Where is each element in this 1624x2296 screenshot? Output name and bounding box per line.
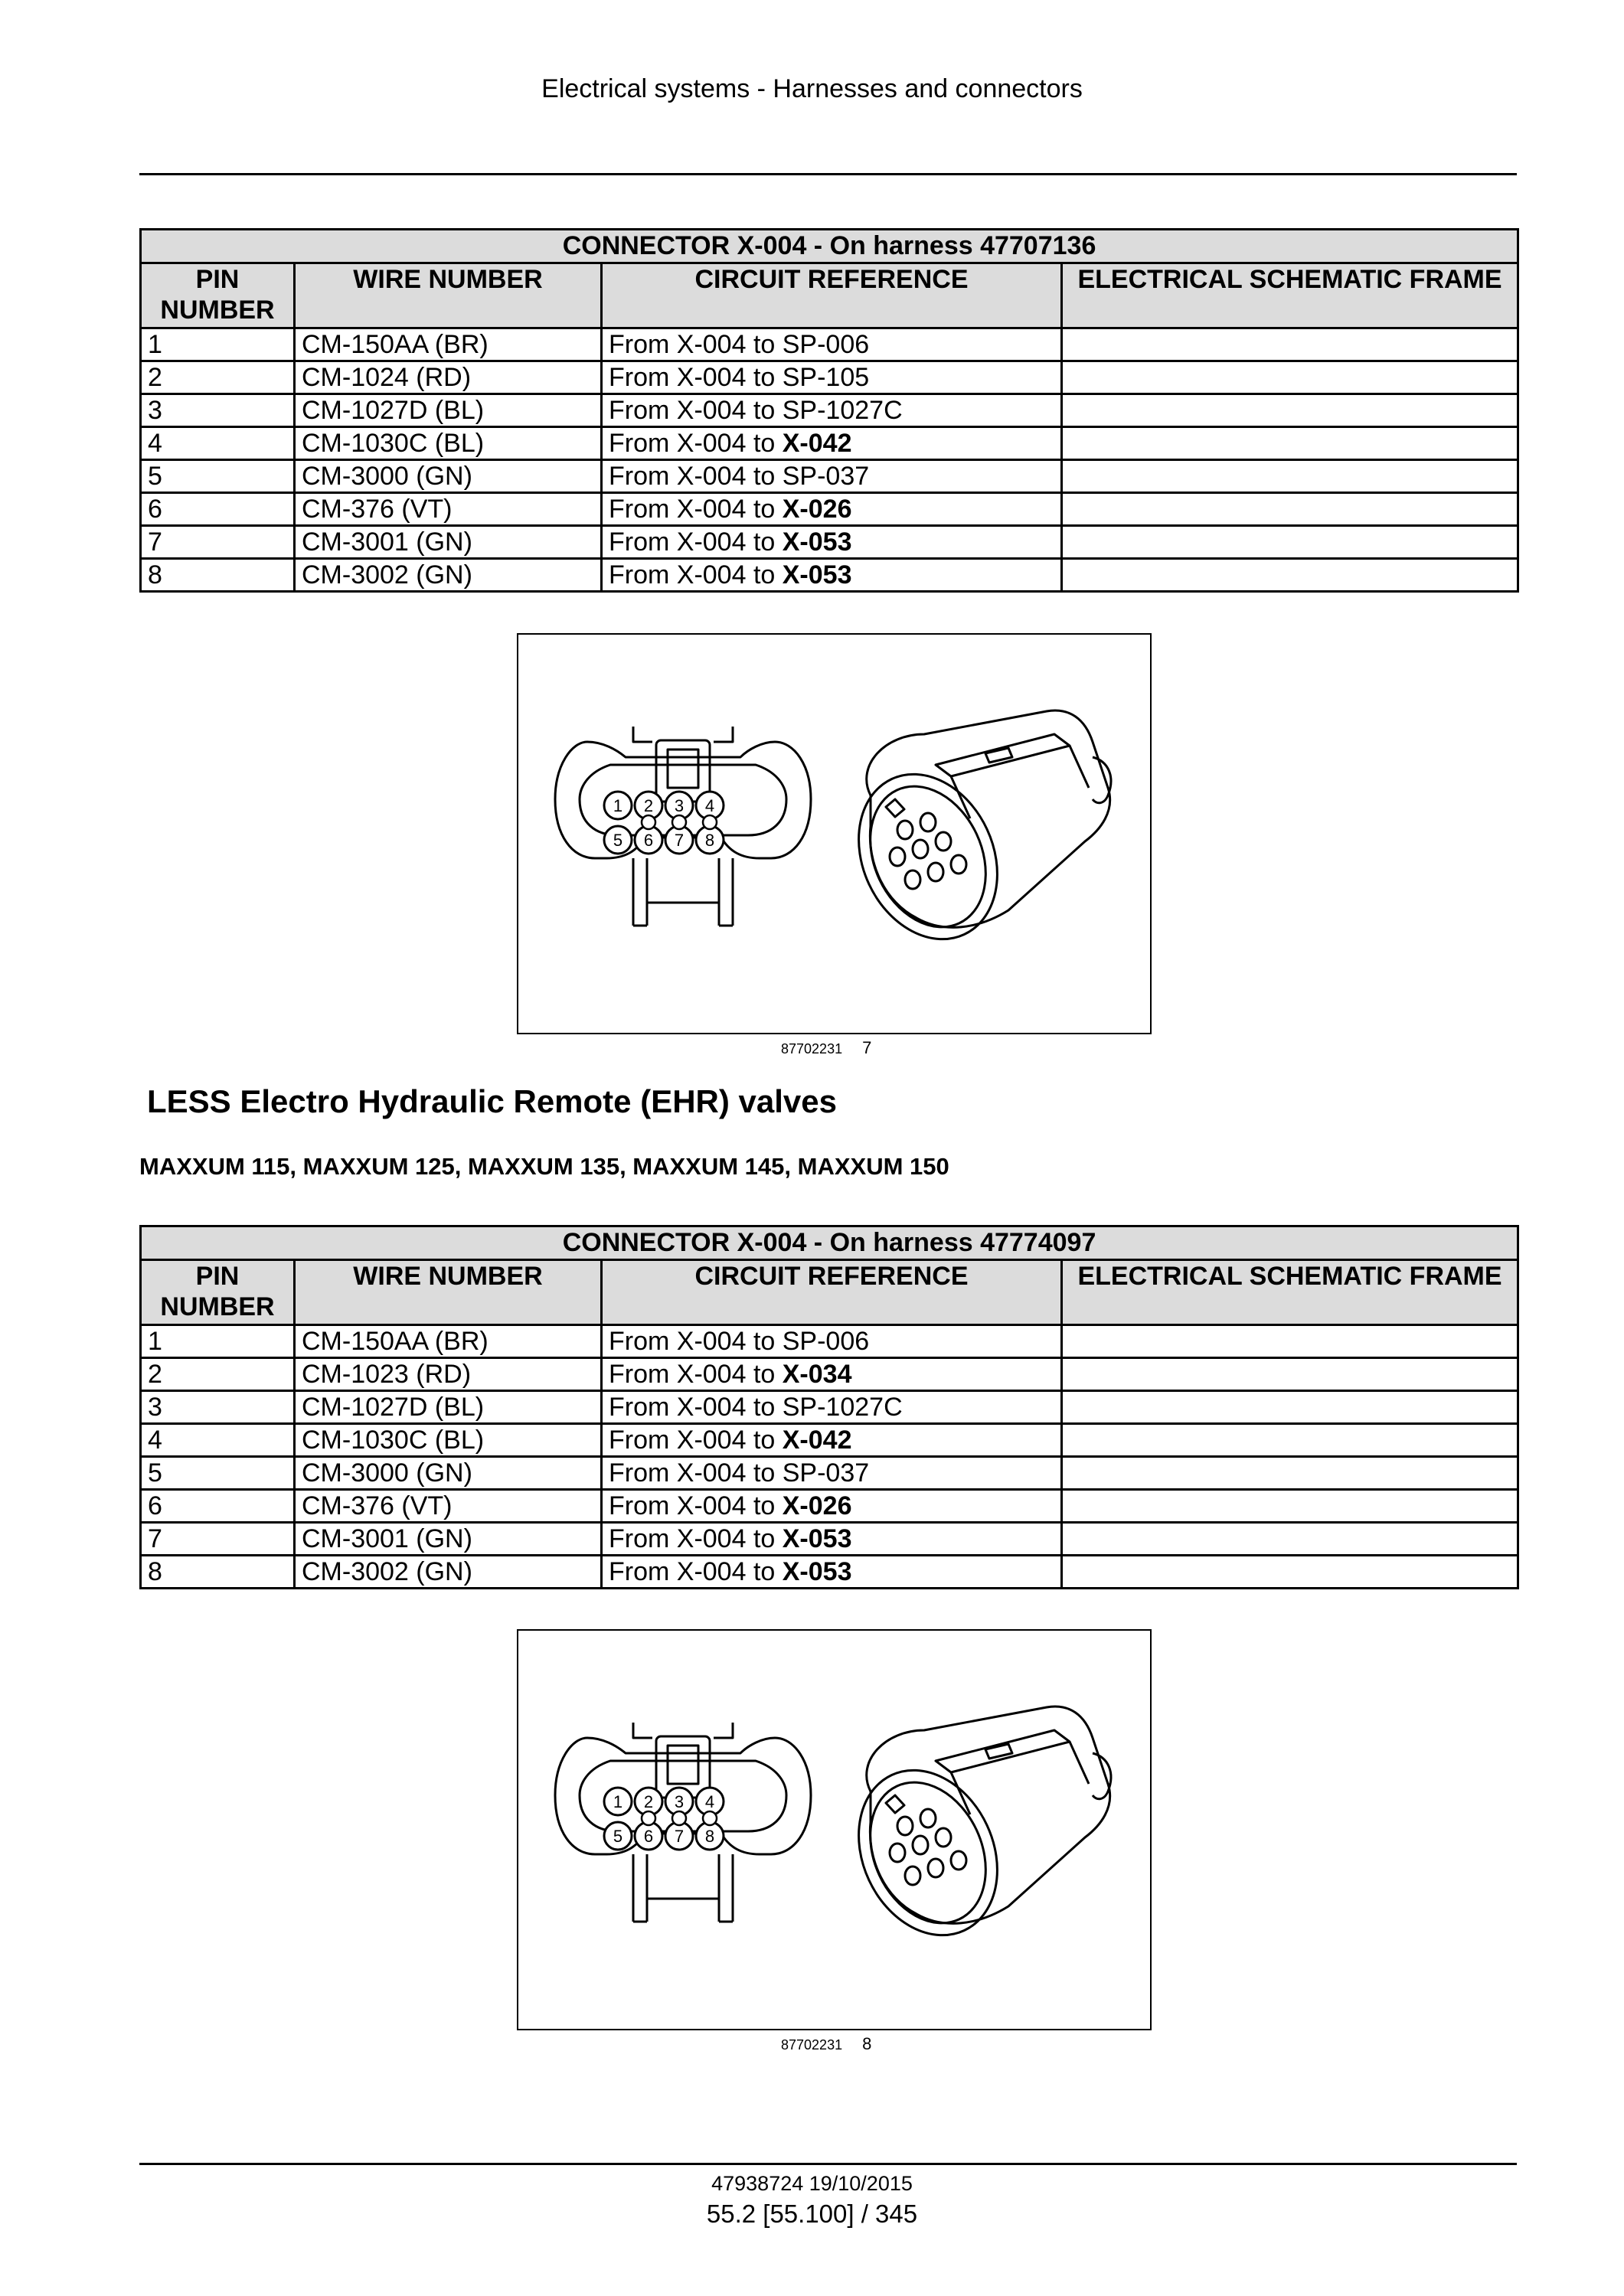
circuit-target: SP-105	[782, 363, 870, 392]
circuit-prefix: From X-004 to	[609, 1458, 783, 1488]
circuit-cell	[602, 1556, 1062, 1589]
schematic-frame-cell	[1062, 493, 1518, 526]
seal-hole	[642, 815, 655, 829]
circuit-prefix: From X-004 to	[609, 1360, 783, 1389]
seal-hole	[642, 1811, 655, 1825]
wire-cell: CM-150AA (BR)	[295, 1325, 602, 1358]
schematic-frame-cell	[1062, 1556, 1518, 1589]
pin-number-label: 8	[704, 831, 715, 850]
terminal-opening	[920, 813, 936, 831]
terminal-opening	[897, 1817, 913, 1835]
mating-face	[833, 752, 1024, 962]
circuit-prefix: From X-004 to	[609, 429, 783, 458]
figure-code: 87702231	[781, 1041, 843, 1057]
seal-hole	[703, 1811, 717, 1825]
circuit-cell	[602, 1523, 1062, 1556]
circuit-target: X-026	[782, 1491, 852, 1520]
rear-guide-tabs	[633, 858, 733, 926]
pin-number-label: 6	[643, 831, 654, 850]
circuit-cell	[602, 559, 1062, 592]
terminal-opening	[936, 1828, 951, 1847]
wire-cell: CM-1027D (BL)	[295, 394, 602, 427]
table-row	[141, 1424, 1518, 1457]
connector-perspective-view	[833, 710, 1111, 962]
circuit-prefix: From X-004 to	[609, 396, 783, 425]
side-lug	[1093, 1753, 1111, 1799]
figure-number: 7	[862, 1038, 872, 1057]
schematic-frame-cell	[1062, 361, 1518, 394]
pin-number-label: 8	[704, 1827, 715, 1846]
terminal-opening	[951, 855, 966, 874]
connector-front-view	[555, 727, 811, 926]
key-rib	[886, 1795, 904, 1813]
circuit-cell	[602, 328, 1062, 361]
pin-cell: 1	[141, 328, 295, 361]
schematic-frame-cell	[1062, 460, 1518, 493]
circuit-cell	[602, 460, 1062, 493]
pin-number-label: 3	[674, 796, 685, 815]
terminal-opening	[928, 863, 943, 881]
circuit-target: SP-1027C	[782, 1393, 903, 1422]
pin-cell: 2	[141, 1358, 295, 1391]
circuit-target: X-053	[782, 527, 852, 557]
connector-perspective-view	[833, 1706, 1111, 1958]
latch-window	[668, 750, 698, 788]
circuit-target: SP-006	[782, 1327, 870, 1356]
pin-number-label: 1	[613, 796, 623, 815]
wire-cell: CM-3001 (GN)	[295, 1523, 602, 1556]
column-header-pin: PIN NUMBER	[141, 263, 295, 328]
terminal-opening	[928, 1859, 943, 1877]
table-row	[141, 1325, 1518, 1358]
table-row	[141, 493, 1518, 526]
side-lug	[1093, 757, 1111, 803]
seal-hole	[703, 815, 717, 829]
terminal-opening	[920, 1809, 936, 1827]
connector-table-2	[139, 1225, 1519, 1589]
column-header-circuit: CIRCUIT REFERENCE	[602, 263, 1062, 328]
schematic-frame-cell	[1062, 559, 1518, 592]
pin-cell: 4	[141, 427, 295, 460]
table-row	[141, 328, 1518, 361]
wire-cell: CM-3000 (GN)	[295, 460, 602, 493]
housing-outline	[867, 1706, 1110, 1923]
circuit-prefix: From X-004 to	[609, 1426, 783, 1455]
circuit-cell	[602, 1490, 1062, 1523]
wire-cell: CM-1027D (BL)	[295, 1391, 602, 1424]
terminal-opening	[913, 840, 928, 858]
figure-number: 8	[862, 2034, 872, 2053]
schematic-frame-cell	[1062, 1457, 1518, 1490]
table-row	[141, 1490, 1518, 1523]
table-row	[141, 427, 1518, 460]
circuit-target: X-026	[782, 495, 852, 524]
pin-cell: 8	[141, 1556, 295, 1589]
circuit-cell	[602, 361, 1062, 394]
table-row	[141, 1358, 1518, 1391]
circuit-cell	[602, 1358, 1062, 1391]
circuit-cell	[602, 493, 1062, 526]
terminal-opening	[890, 848, 905, 866]
circuit-cell	[602, 1457, 1062, 1490]
circuit-cell	[602, 1424, 1062, 1457]
schematic-frame-cell	[1062, 1523, 1518, 1556]
pin-cell: 3	[141, 1391, 295, 1424]
schematic-frame-cell	[1062, 1391, 1518, 1424]
circuit-prefix: From X-004 to	[609, 527, 783, 557]
terminal-opening	[905, 870, 920, 889]
circuit-target: SP-037	[782, 1458, 870, 1488]
wire-cell: CM-1024 (RD)	[295, 361, 602, 394]
header-rule	[139, 173, 1517, 175]
seal-hole	[672, 1811, 686, 1825]
rear-guide-tabs	[633, 1854, 733, 1922]
pin-cell: 5	[141, 460, 295, 493]
pin-number-label: 2	[643, 1792, 654, 1811]
pin-cell: 6	[141, 493, 295, 526]
pin-number-label: 6	[643, 1827, 654, 1846]
pin-cell: 8	[141, 559, 295, 592]
document-reference: 47938724 19/10/2015	[711, 2172, 913, 2195]
circuit-prefix: From X-004 to	[609, 462, 783, 491]
column-header-pin: PIN NUMBER	[141, 1260, 295, 1325]
footer-rule	[139, 2163, 1517, 2165]
terminal-opening	[913, 1836, 928, 1854]
table-row	[141, 361, 1518, 394]
table-row	[141, 526, 1518, 559]
figure-caption	[781, 1040, 871, 1057]
latch-top	[936, 734, 1089, 818]
pin-cell: 4	[141, 1424, 295, 1457]
terminal-opening	[951, 1851, 966, 1870]
circuit-target: X-034	[782, 1360, 852, 1389]
schematic-frame-cell	[1062, 328, 1518, 361]
connector-illustration-frame	[517, 633, 1152, 1034]
circuit-prefix: From X-004 to	[609, 1557, 783, 1586]
pin-number-label: 7	[674, 831, 685, 850]
model-list: MAXXUM 115, MAXXUM 125, MAXXUM 135, MAXXUM 145, MAXXUM 150	[139, 1153, 949, 1180]
schematic-frame-cell	[1062, 1325, 1518, 1358]
wire-cell: CM-1030C (BL)	[295, 427, 602, 460]
circuit-target: X-053	[782, 1524, 852, 1553]
circuit-cell	[602, 1391, 1062, 1424]
pin-number-label: 3	[674, 1792, 685, 1811]
column-header-wire: WIRE NUMBER	[295, 1260, 602, 1325]
housing-outline	[867, 710, 1110, 927]
circuit-cell	[602, 1325, 1062, 1358]
pin-cell: 7	[141, 1523, 295, 1556]
table-row	[141, 460, 1518, 493]
circuit-prefix: From X-004 to	[609, 560, 783, 590]
pin-cell: 2	[141, 361, 295, 394]
connector-table-title: CONNECTOR X-004 - On harness 47774097	[141, 1226, 1518, 1260]
latch-window	[668, 1746, 698, 1784]
column-header-schematic: ELECTRICAL SCHEMATIC FRAME	[1062, 1260, 1518, 1325]
pin-number-label: 7	[674, 1827, 685, 1846]
section-title: LESS Electro Hydraulic Remote (EHR) valves	[147, 1083, 837, 1119]
circuit-target: SP-037	[782, 462, 870, 491]
circuit-prefix: From X-004 to	[609, 495, 783, 524]
table-body	[141, 1325, 1518, 1589]
pin-number-label: 5	[613, 831, 623, 850]
pin-cell: 5	[141, 1457, 295, 1490]
circuit-target: X-042	[782, 429, 852, 458]
terminal-opening	[936, 832, 951, 851]
schematic-frame-cell	[1062, 1490, 1518, 1523]
table-row	[141, 394, 1518, 427]
terminal-opening	[897, 821, 913, 839]
circuit-target: X-053	[782, 560, 852, 590]
pin-cell: 7	[141, 526, 295, 559]
wire-cell: CM-1030C (BL)	[295, 1424, 602, 1457]
pin-cell: 3	[141, 394, 295, 427]
circuit-prefix: From X-004 to	[609, 1524, 783, 1553]
schematic-frame-cell	[1062, 526, 1518, 559]
connector-front-view	[555, 1723, 811, 1922]
wire-cell: CM-150AA (BR)	[295, 328, 602, 361]
page-reference: 55.2 [55.100] / 345	[706, 2200, 918, 2228]
pin-cell: 1	[141, 1325, 295, 1358]
pin-number-label: 1	[613, 1792, 623, 1811]
connector-illustration	[518, 1631, 1150, 2029]
connector-table-1	[139, 228, 1519, 593]
wire-cell: CM-3001 (GN)	[295, 526, 602, 559]
table-row	[141, 1391, 1518, 1424]
column-header-circuit: CIRCUIT REFERENCE	[602, 1260, 1062, 1325]
circuit-cell	[602, 526, 1062, 559]
circuit-prefix: From X-004 to	[609, 1393, 783, 1422]
circuit-cell	[602, 394, 1062, 427]
key-rib	[886, 799, 904, 817]
pin-cell: 6	[141, 1490, 295, 1523]
seal-hole	[672, 815, 686, 829]
circuit-prefix: From X-004 to	[609, 1327, 783, 1356]
schematic-frame-cell	[1062, 1424, 1518, 1457]
circuit-target: SP-1027C	[782, 396, 903, 425]
wire-cell: CM-3002 (GN)	[295, 559, 602, 592]
wire-cell: CM-3002 (GN)	[295, 1556, 602, 1589]
wire-cell: CM-1023 (RD)	[295, 1358, 602, 1391]
connector-table-title: CONNECTOR X-004 - On harness 47707136	[141, 230, 1518, 263]
schematic-frame-cell	[1062, 394, 1518, 427]
schematic-frame-cell	[1062, 1358, 1518, 1391]
pin-number-label: 2	[643, 796, 654, 815]
table-row	[141, 559, 1518, 592]
column-header-wire: WIRE NUMBER	[295, 263, 602, 328]
page-header-title: Electrical systems - Harnesses and connectors	[541, 74, 1083, 103]
circuit-target: X-053	[782, 1557, 852, 1586]
circuit-prefix: From X-004 to	[609, 1491, 783, 1520]
circuit-prefix: From X-004 to	[609, 330, 783, 359]
terminal-opening	[905, 1867, 920, 1885]
schematic-frame-cell	[1062, 427, 1518, 460]
pin-number-label: 5	[613, 1827, 623, 1846]
circuit-target: SP-006	[782, 330, 870, 359]
table-body	[141, 328, 1518, 592]
connector-illustration	[518, 635, 1150, 1033]
table-row	[141, 1556, 1518, 1589]
circuit-prefix: From X-004 to	[609, 363, 783, 392]
terminal-opening	[890, 1844, 905, 1862]
figure-caption	[781, 2036, 871, 2053]
table-row	[141, 1523, 1518, 1556]
pin-number-label: 4	[704, 796, 715, 815]
circuit-target: X-042	[782, 1426, 852, 1455]
wire-cell: CM-376 (VT)	[295, 1490, 602, 1523]
pin-number-label: 4	[704, 1792, 715, 1811]
wire-cell: CM-376 (VT)	[295, 493, 602, 526]
latch-top	[936, 1730, 1089, 1814]
figure-code: 87702231	[781, 2037, 843, 2053]
connector-illustration-frame	[517, 1629, 1152, 2030]
table-row	[141, 1457, 1518, 1490]
circuit-cell	[602, 427, 1062, 460]
mating-face	[833, 1748, 1024, 1958]
column-header-schematic: ELECTRICAL SCHEMATIC FRAME	[1062, 263, 1518, 328]
wire-cell: CM-3000 (GN)	[295, 1457, 602, 1490]
